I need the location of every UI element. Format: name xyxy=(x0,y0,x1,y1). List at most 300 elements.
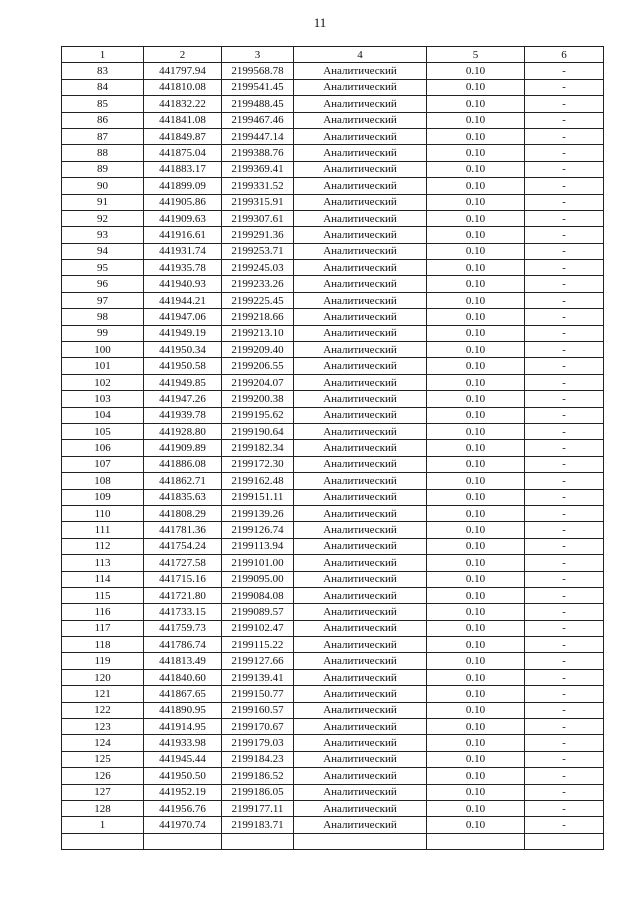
table-row xyxy=(62,260,604,276)
method-cell: Аналитический xyxy=(294,653,427,669)
table-row xyxy=(62,784,604,800)
point-number-cell: 91 xyxy=(62,194,144,210)
method-cell: Аналитический xyxy=(294,292,427,308)
point-number-cell: 116 xyxy=(62,604,144,620)
point-number-cell: 115 xyxy=(62,587,144,603)
y-coordinate-cell: 2199113.94 xyxy=(222,538,294,554)
method-cell: Аналитический xyxy=(294,227,427,243)
method-cell: Аналитический xyxy=(294,358,427,374)
x-coordinate-cell: 441949.85 xyxy=(144,374,222,390)
x-coordinate-cell: 441759.73 xyxy=(144,620,222,636)
table-row xyxy=(62,489,604,505)
x-coordinate-cell: 441813.49 xyxy=(144,653,222,669)
note-cell: - xyxy=(525,587,604,603)
point-number-cell: 128 xyxy=(62,800,144,816)
accuracy-cell: 0.10 xyxy=(427,719,525,735)
y-coordinate-cell: 2199190.64 xyxy=(222,423,294,439)
point-number-cell: 93 xyxy=(62,227,144,243)
note-cell: - xyxy=(525,456,604,472)
note-cell: - xyxy=(525,817,604,833)
y-coordinate-cell: 2199233.26 xyxy=(222,276,294,292)
accuracy-cell: 0.10 xyxy=(427,342,525,358)
point-number-cell: 119 xyxy=(62,653,144,669)
note-cell: - xyxy=(525,342,604,358)
method-cell: Аналитический xyxy=(294,325,427,341)
note-cell: - xyxy=(525,112,604,128)
y-coordinate-cell: 2199182.34 xyxy=(222,440,294,456)
note-cell xyxy=(525,833,604,849)
method-cell: Аналитический xyxy=(294,63,427,79)
point-number-cell: 89 xyxy=(62,161,144,177)
method-cell: Аналитический xyxy=(294,735,427,751)
method-cell: Аналитический xyxy=(294,243,427,259)
accuracy-cell: 0.10 xyxy=(427,325,525,341)
method-cell: Аналитический xyxy=(294,79,427,95)
y-coordinate-cell: 2199315.91 xyxy=(222,194,294,210)
y-coordinate-cell: 2199488.45 xyxy=(222,96,294,112)
accuracy-cell: 0.10 xyxy=(427,686,525,702)
method-cell xyxy=(294,833,427,849)
note-cell: - xyxy=(525,358,604,374)
accuracy-cell: 0.10 xyxy=(427,473,525,489)
method-cell: Аналитический xyxy=(294,210,427,226)
x-coordinate-cell: 441886.08 xyxy=(144,456,222,472)
table-row xyxy=(62,620,604,636)
method-cell: Аналитический xyxy=(294,784,427,800)
accuracy-cell: 0.10 xyxy=(427,456,525,472)
y-coordinate-cell: 2199172.30 xyxy=(222,456,294,472)
accuracy-cell: 0.10 xyxy=(427,669,525,685)
accuracy-cell: 0.10 xyxy=(427,620,525,636)
column-header-5: 5 xyxy=(427,47,525,63)
accuracy-cell: 0.10 xyxy=(427,161,525,177)
note-cell: - xyxy=(525,571,604,587)
table-row xyxy=(62,194,604,210)
x-coordinate-cell: 441950.50 xyxy=(144,768,222,784)
note-cell: - xyxy=(525,669,604,685)
table-row xyxy=(62,735,604,751)
accuracy-cell: 0.10 xyxy=(427,800,525,816)
x-coordinate-cell: 441754.24 xyxy=(144,538,222,554)
x-coordinate-cell: 441727.58 xyxy=(144,555,222,571)
method-cell: Аналитический xyxy=(294,505,427,521)
note-cell: - xyxy=(525,79,604,95)
y-coordinate-cell: 2199139.41 xyxy=(222,669,294,685)
x-coordinate-cell: 441952.19 xyxy=(144,784,222,800)
y-coordinate-cell: 2199160.57 xyxy=(222,702,294,718)
accuracy-cell: 0.10 xyxy=(427,276,525,292)
x-coordinate-cell: 441810.08 xyxy=(144,79,222,95)
table-row xyxy=(62,702,604,718)
table-row xyxy=(62,669,604,685)
y-coordinate-cell: 2199127.66 xyxy=(222,653,294,669)
accuracy-cell: 0.10 xyxy=(427,555,525,571)
x-coordinate-cell: 441940.93 xyxy=(144,276,222,292)
accuracy-cell: 0.10 xyxy=(427,489,525,505)
y-coordinate-cell: 2199225.45 xyxy=(222,292,294,308)
note-cell: - xyxy=(525,768,604,784)
x-coordinate-cell: 441947.26 xyxy=(144,391,222,407)
note-cell: - xyxy=(525,210,604,226)
table-row xyxy=(62,79,604,95)
y-coordinate-cell: 2199388.76 xyxy=(222,145,294,161)
y-coordinate-cell: 2199139.26 xyxy=(222,505,294,521)
note-cell: - xyxy=(525,309,604,325)
method-cell: Аналитический xyxy=(294,178,427,194)
method-cell: Аналитический xyxy=(294,128,427,144)
note-cell: - xyxy=(525,227,604,243)
point-number-cell: 121 xyxy=(62,686,144,702)
x-coordinate-cell: 441970.74 xyxy=(144,817,222,833)
y-coordinate-cell: 2199467.46 xyxy=(222,112,294,128)
column-header-3: 3 xyxy=(222,47,294,63)
table-row xyxy=(62,112,604,128)
y-coordinate-cell: 2199447.14 xyxy=(222,128,294,144)
table-header-row xyxy=(62,47,604,63)
table-row xyxy=(62,63,604,79)
table-row xyxy=(62,276,604,292)
y-coordinate-cell: 2199186.05 xyxy=(222,784,294,800)
y-coordinate-cell: 2199095.00 xyxy=(222,571,294,587)
table-row xyxy=(62,587,604,603)
x-coordinate-cell: 441849.87 xyxy=(144,128,222,144)
y-coordinate-cell: 2199245.03 xyxy=(222,260,294,276)
note-cell: - xyxy=(525,505,604,521)
method-cell: Аналитический xyxy=(294,620,427,636)
note-cell: - xyxy=(525,555,604,571)
point-number-cell: 92 xyxy=(62,210,144,226)
accuracy-cell: 0.10 xyxy=(427,63,525,79)
x-coordinate-cell: 441935.78 xyxy=(144,260,222,276)
accuracy-cell: 0.10 xyxy=(427,587,525,603)
table-row xyxy=(62,440,604,456)
accuracy-cell: 0.10 xyxy=(427,227,525,243)
note-cell: - xyxy=(525,538,604,554)
x-coordinate-cell: 441899.09 xyxy=(144,178,222,194)
note-cell: - xyxy=(525,473,604,489)
method-cell: Аналитический xyxy=(294,571,427,587)
accuracy-cell: 0.10 xyxy=(427,358,525,374)
accuracy-cell: 0.10 xyxy=(427,522,525,538)
accuracy-cell: 0.10 xyxy=(427,260,525,276)
method-cell: Аналитический xyxy=(294,112,427,128)
x-coordinate-cell: 441808.29 xyxy=(144,505,222,521)
method-cell: Аналитический xyxy=(294,686,427,702)
x-coordinate-cell: 441909.89 xyxy=(144,440,222,456)
note-cell: - xyxy=(525,719,604,735)
x-coordinate-cell: 441956.76 xyxy=(144,800,222,816)
x-coordinate-cell: 441786.74 xyxy=(144,637,222,653)
method-cell: Аналитический xyxy=(294,342,427,358)
accuracy-cell: 0.10 xyxy=(427,768,525,784)
method-cell: Аналитический xyxy=(294,391,427,407)
x-coordinate-cell: 441905.86 xyxy=(144,194,222,210)
y-coordinate-cell: 2199206.55 xyxy=(222,358,294,374)
note-cell: - xyxy=(525,276,604,292)
table-row xyxy=(62,325,604,341)
point-number-cell: 109 xyxy=(62,489,144,505)
point-number-cell: 105 xyxy=(62,423,144,439)
x-coordinate-cell: 441909.63 xyxy=(144,210,222,226)
method-cell: Аналитический xyxy=(294,669,427,685)
table-row xyxy=(62,456,604,472)
point-number-cell: 118 xyxy=(62,637,144,653)
y-coordinate-cell: 2199177.11 xyxy=(222,800,294,816)
point-number-cell: 88 xyxy=(62,145,144,161)
accuracy-cell: 0.10 xyxy=(427,637,525,653)
method-cell: Аналитический xyxy=(294,309,427,325)
x-coordinate-cell: 441840.60 xyxy=(144,669,222,685)
point-number-cell: 106 xyxy=(62,440,144,456)
x-coordinate-cell: 441721.80 xyxy=(144,587,222,603)
y-coordinate-cell: 2199331.52 xyxy=(222,178,294,194)
y-coordinate-cell: 2199218.66 xyxy=(222,309,294,325)
table-row xyxy=(62,210,604,226)
point-number-cell: 107 xyxy=(62,456,144,472)
point-number-cell: 90 xyxy=(62,178,144,194)
note-cell: - xyxy=(525,489,604,505)
x-coordinate-cell: 441916.61 xyxy=(144,227,222,243)
method-cell: Аналитический xyxy=(294,145,427,161)
point-number-cell: 126 xyxy=(62,768,144,784)
x-coordinate-cell: 441949.19 xyxy=(144,325,222,341)
method-cell: Аналитический xyxy=(294,161,427,177)
point-number-cell: 124 xyxy=(62,735,144,751)
accuracy-cell: 0.10 xyxy=(427,194,525,210)
y-coordinate-cell: 2199183.71 xyxy=(222,817,294,833)
y-coordinate-cell: 2199186.52 xyxy=(222,768,294,784)
note-cell: - xyxy=(525,374,604,390)
accuracy-cell: 0.10 xyxy=(427,440,525,456)
y-coordinate-cell: 2199541.45 xyxy=(222,79,294,95)
method-cell: Аналитический xyxy=(294,555,427,571)
accuracy-cell: 0.10 xyxy=(427,751,525,767)
x-coordinate-cell: 441883.17 xyxy=(144,161,222,177)
method-cell: Аналитический xyxy=(294,260,427,276)
x-coordinate-cell: 441781.36 xyxy=(144,522,222,538)
point-number-cell: 85 xyxy=(62,96,144,112)
point-number-cell: 99 xyxy=(62,325,144,341)
y-coordinate-cell: 2199568.78 xyxy=(222,63,294,79)
accuracy-cell: 0.10 xyxy=(427,96,525,112)
x-coordinate-cell: 441939.78 xyxy=(144,407,222,423)
note-cell: - xyxy=(525,63,604,79)
x-coordinate-cell: 441931.74 xyxy=(144,243,222,259)
note-cell: - xyxy=(525,604,604,620)
x-coordinate-cell: 441841.08 xyxy=(144,112,222,128)
note-cell: - xyxy=(525,243,604,259)
note-cell: - xyxy=(525,702,604,718)
method-cell: Аналитический xyxy=(294,407,427,423)
x-coordinate-cell: 441733.15 xyxy=(144,604,222,620)
point-number-cell: 120 xyxy=(62,669,144,685)
method-cell: Аналитический xyxy=(294,194,427,210)
point-number-cell: 87 xyxy=(62,128,144,144)
table-body xyxy=(62,63,604,849)
point-number-cell: 97 xyxy=(62,292,144,308)
table-row xyxy=(62,292,604,308)
point-number-cell: 122 xyxy=(62,702,144,718)
point-number-cell: 111 xyxy=(62,522,144,538)
table-row xyxy=(62,309,604,325)
note-cell: - xyxy=(525,653,604,669)
y-coordinate-cell: 2199150.77 xyxy=(222,686,294,702)
y-coordinate-cell: 2199115.22 xyxy=(222,637,294,653)
column-header-6: 6 xyxy=(525,47,604,63)
point-number-cell: 117 xyxy=(62,620,144,636)
method-cell: Аналитический xyxy=(294,604,427,620)
table-row xyxy=(62,227,604,243)
note-cell: - xyxy=(525,637,604,653)
column-header-1: 1 xyxy=(62,47,144,63)
table-row xyxy=(62,178,604,194)
x-coordinate-cell: 441950.58 xyxy=(144,358,222,374)
y-coordinate-cell: 2199307.61 xyxy=(222,210,294,226)
accuracy-cell: 0.10 xyxy=(427,374,525,390)
accuracy-cell: 0.10 xyxy=(427,702,525,718)
accuracy-cell: 0.10 xyxy=(427,735,525,751)
method-cell: Аналитический xyxy=(294,522,427,538)
accuracy-cell: 0.10 xyxy=(427,243,525,259)
note-cell: - xyxy=(525,522,604,538)
column-header-4: 4 xyxy=(294,47,427,63)
x-coordinate-cell: 441875.04 xyxy=(144,145,222,161)
accuracy-cell xyxy=(427,833,525,849)
point-number-cell: 108 xyxy=(62,473,144,489)
table-row xyxy=(62,653,604,669)
note-cell: - xyxy=(525,391,604,407)
accuracy-cell: 0.10 xyxy=(427,309,525,325)
point-number-cell: 104 xyxy=(62,407,144,423)
table-row xyxy=(62,243,604,259)
point-number-cell: 1 xyxy=(62,817,144,833)
point-number-cell: 96 xyxy=(62,276,144,292)
note-cell: - xyxy=(525,178,604,194)
method-cell: Аналитический xyxy=(294,751,427,767)
accuracy-cell: 0.10 xyxy=(427,292,525,308)
table-row xyxy=(62,751,604,767)
accuracy-cell: 0.10 xyxy=(427,571,525,587)
table-row xyxy=(62,145,604,161)
note-cell: - xyxy=(525,800,604,816)
table-row xyxy=(62,161,604,177)
note-cell: - xyxy=(525,751,604,767)
y-coordinate-cell xyxy=(222,833,294,849)
table-row xyxy=(62,128,604,144)
x-coordinate-cell: 441928.80 xyxy=(144,423,222,439)
note-cell: - xyxy=(525,735,604,751)
x-coordinate-cell: 441933.98 xyxy=(144,735,222,751)
point-number-cell: 95 xyxy=(62,260,144,276)
point-number-cell: 102 xyxy=(62,374,144,390)
note-cell: - xyxy=(525,423,604,439)
method-cell: Аналитический xyxy=(294,276,427,292)
method-cell: Аналитический xyxy=(294,440,427,456)
table-row xyxy=(62,374,604,390)
y-coordinate-cell: 2199151.11 xyxy=(222,489,294,505)
accuracy-cell: 0.10 xyxy=(427,145,525,161)
note-cell: - xyxy=(525,145,604,161)
x-coordinate-cell: 441944.21 xyxy=(144,292,222,308)
table-row xyxy=(62,391,604,407)
accuracy-cell: 0.10 xyxy=(427,210,525,226)
method-cell: Аналитический xyxy=(294,456,427,472)
note-cell: - xyxy=(525,260,604,276)
accuracy-cell: 0.10 xyxy=(427,505,525,521)
accuracy-cell: 0.10 xyxy=(427,817,525,833)
y-coordinate-cell: 2199213.10 xyxy=(222,325,294,341)
y-coordinate-cell: 2199084.08 xyxy=(222,587,294,603)
accuracy-cell: 0.10 xyxy=(427,604,525,620)
point-number-cell xyxy=(62,833,144,849)
accuracy-cell: 0.10 xyxy=(427,391,525,407)
point-number-cell: 112 xyxy=(62,538,144,554)
accuracy-cell: 0.10 xyxy=(427,423,525,439)
point-number-cell: 86 xyxy=(62,112,144,128)
y-coordinate-cell: 2199102.47 xyxy=(222,620,294,636)
accuracy-cell: 0.10 xyxy=(427,784,525,800)
y-coordinate-cell: 2199209.40 xyxy=(222,342,294,358)
x-coordinate-cell: 441715.16 xyxy=(144,571,222,587)
x-coordinate-cell: 441832.22 xyxy=(144,96,222,112)
y-coordinate-cell: 2199204.07 xyxy=(222,374,294,390)
y-coordinate-cell: 2199089.57 xyxy=(222,604,294,620)
y-coordinate-cell: 2199253.71 xyxy=(222,243,294,259)
accuracy-cell: 0.10 xyxy=(427,128,525,144)
table-row xyxy=(62,407,604,423)
method-cell: Аналитический xyxy=(294,800,427,816)
table-row xyxy=(62,96,604,112)
table-row xyxy=(62,571,604,587)
table-row xyxy=(62,358,604,374)
note-cell: - xyxy=(525,161,604,177)
note-cell: - xyxy=(525,194,604,210)
method-cell: Аналитический xyxy=(294,587,427,603)
table-row xyxy=(62,473,604,489)
note-cell: - xyxy=(525,784,604,800)
y-coordinate-cell: 2199195.62 xyxy=(222,407,294,423)
y-coordinate-cell: 2199126.74 xyxy=(222,522,294,538)
note-cell: - xyxy=(525,440,604,456)
x-coordinate-cell: 441835.63 xyxy=(144,489,222,505)
y-coordinate-cell: 2199101.00 xyxy=(222,555,294,571)
point-number-cell: 94 xyxy=(62,243,144,259)
method-cell: Аналитический xyxy=(294,817,427,833)
table-row xyxy=(62,604,604,620)
point-number-cell: 113 xyxy=(62,555,144,571)
table-row xyxy=(62,505,604,521)
accuracy-cell: 0.10 xyxy=(427,112,525,128)
point-number-cell: 84 xyxy=(62,79,144,95)
point-number-cell: 127 xyxy=(62,784,144,800)
method-cell: Аналитический xyxy=(294,423,427,439)
note-cell: - xyxy=(525,620,604,636)
point-number-cell: 110 xyxy=(62,505,144,521)
table-row xyxy=(62,768,604,784)
table-row xyxy=(62,637,604,653)
point-number-cell: 98 xyxy=(62,309,144,325)
y-coordinate-cell: 2199291.36 xyxy=(222,227,294,243)
method-cell: Аналитический xyxy=(294,96,427,112)
method-cell: Аналитический xyxy=(294,489,427,505)
note-cell: - xyxy=(525,686,604,702)
point-number-cell: 100 xyxy=(62,342,144,358)
y-coordinate-cell: 2199369.41 xyxy=(222,161,294,177)
x-coordinate-cell: 441950.34 xyxy=(144,342,222,358)
method-cell: Аналитический xyxy=(294,719,427,735)
table-row xyxy=(62,719,604,735)
note-cell: - xyxy=(525,96,604,112)
